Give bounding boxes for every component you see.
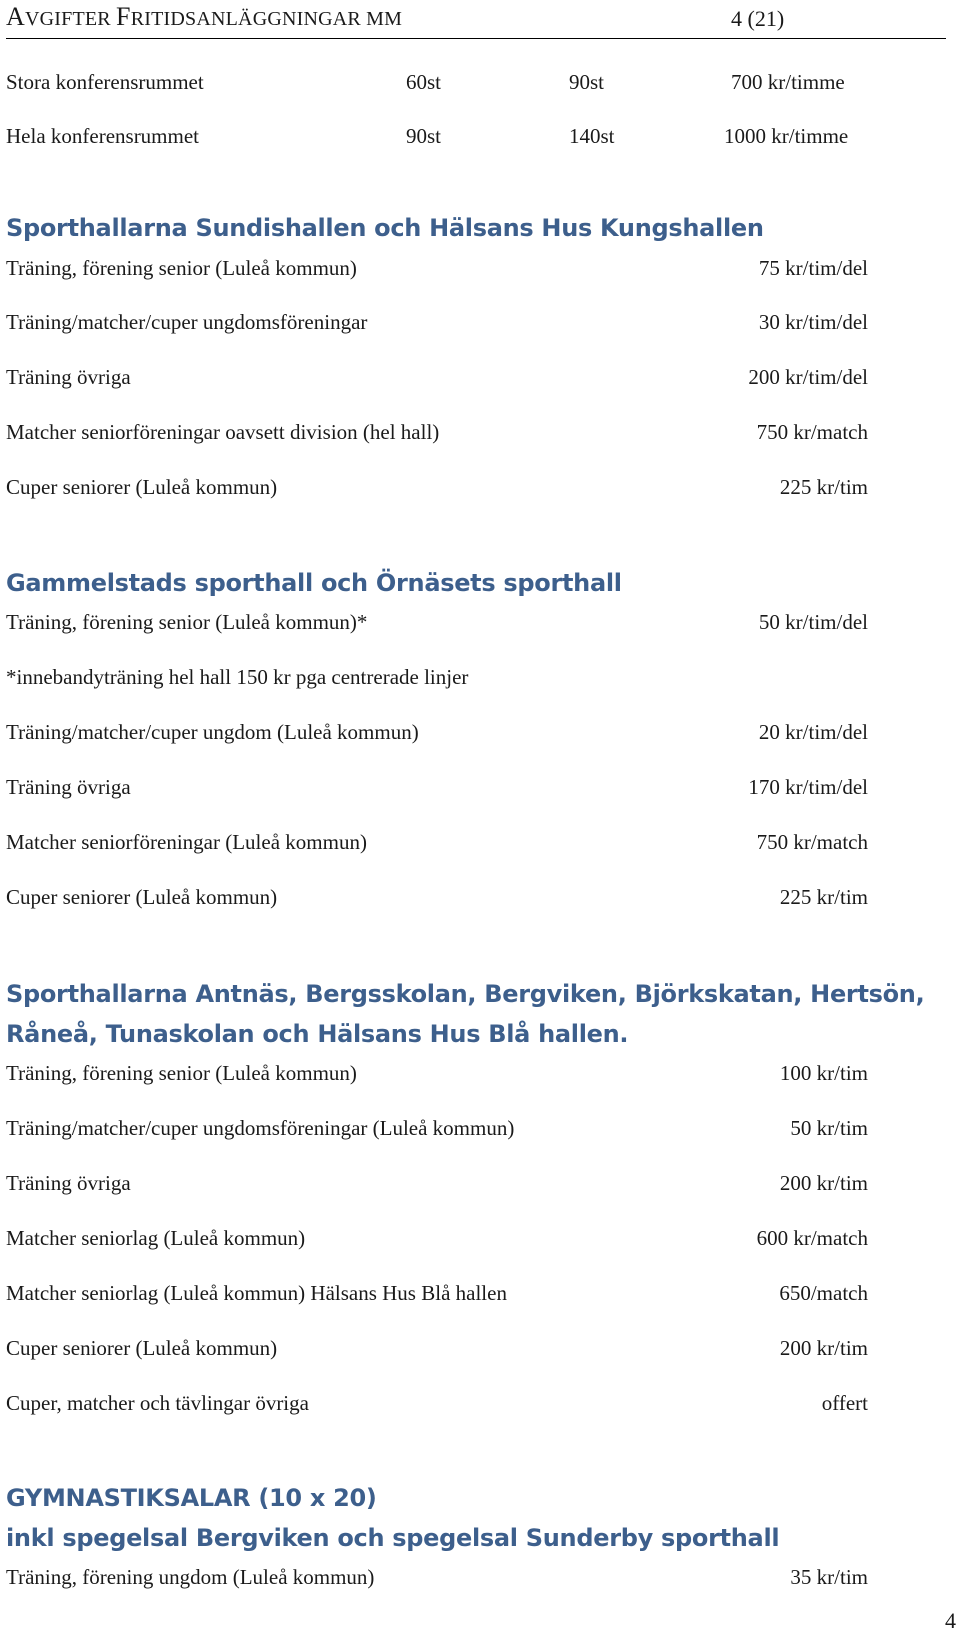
row-label: Träning, förening senior (Luleå kommun)* [6, 610, 368, 634]
row-label: Träning övriga [6, 775, 131, 799]
price-value: 750 kr/match [756, 830, 868, 854]
row-label: Matcher seniorlag (Luleå kommun) [6, 1226, 306, 1250]
title-initial-b: F [116, 2, 131, 31]
page-number: 4 [945, 1608, 956, 1633]
section-heading: Gammelstads sporthall och Örnäsets sporthall [6, 569, 622, 597]
price-value: 750 kr/match [756, 420, 868, 444]
row-label: Cuper seniorer (Luleå kommun) [6, 475, 278, 499]
price-value: 75 kr/tim/del [758, 256, 868, 280]
title-smallcaps-b: RITIDSANLÄGGNINGAR MM [130, 8, 403, 30]
price-value: 225 kr/tim [779, 885, 868, 909]
capacity-value: 90st [569, 70, 605, 94]
row-label: Träning, förening senior (Luleå kommun) [6, 256, 357, 280]
capacity-value: 90st [406, 124, 442, 148]
price-value: 100 kr/tim [779, 1061, 868, 1085]
row-label: Matcher seniorföreningar oavsett division (hel hall) [6, 420, 440, 444]
footnote-text: *innebandyträning hel hall 150 kr pga centrerade linjer [6, 665, 469, 689]
row-label: Träning/matcher/cuper ungdomsföreningar (Luleå kommun) [6, 1116, 515, 1140]
row-label: Stora konferensrummet [6, 70, 204, 94]
page-reference: 4 (21) [731, 6, 785, 31]
row-label: Träning/matcher/cuper ungdom (Luleå kommun) [6, 720, 419, 744]
price-value: offert [821, 1391, 868, 1415]
capacity-value: 60st [406, 70, 442, 94]
price-value: 225 kr/tim [779, 475, 868, 499]
price-value: 1000 kr/timme [724, 124, 849, 148]
section-heading-continued: Råneå, Tunaskolan och Hälsans Hus Blå hallen. [6, 1020, 629, 1048]
price-value: 200 kr/tim/del [748, 365, 868, 389]
price-value: 700 kr/timme [731, 70, 845, 94]
row-label: Träning, förening ungdom (Luleå kommun) [6, 1565, 375, 1589]
page-header [6, 0, 946, 39]
section-heading-continued: inkl spegelsal Bergviken och spegelsal Sunderby sporthall [6, 1524, 780, 1552]
price-value: 200 kr/tim [779, 1171, 868, 1195]
price-value: 30 kr/tim/del [758, 310, 868, 334]
row-label: Cuper seniorer (Luleå kommun) [6, 885, 278, 909]
section-heading: Sporthallarna Antnäs, Bergsskolan, Bergviken, Björkskatan, Hertsön, [6, 980, 925, 1008]
row-label: Hela konferensrummet [6, 124, 200, 148]
price-value: 600 kr/match [756, 1226, 868, 1250]
row-label: Matcher seniorföreningar (Luleå kommun) [6, 830, 367, 854]
price-value: 170 kr/tim/del [748, 775, 868, 799]
row-label: Matcher seniorlag (Luleå kommun) Hälsans Hus Blå hallen [6, 1281, 507, 1305]
row-label: Cuper, matcher och tävlingar övriga [6, 1391, 309, 1415]
row-label: Träning övriga [6, 365, 131, 389]
section-heading: GYMNASTIKSALAR (10 x 20) [6, 1484, 377, 1512]
capacity-value: 140st [569, 124, 615, 148]
document-title [6, 2, 402, 32]
title-initial-a: A [6, 2, 25, 31]
price-value: 35 kr/tim [790, 1565, 868, 1589]
row-label: Cuper seniorer (Luleå kommun) [6, 1336, 278, 1360]
row-label: Träning, förening senior (Luleå kommun) [6, 1061, 357, 1085]
price-value: 650/match [779, 1281, 868, 1305]
price-value: 20 kr/tim/del [758, 720, 868, 744]
title-smallcaps-a: VGIFTER [24, 8, 117, 30]
row-label: Träning övriga [6, 1171, 131, 1195]
section-heading: Sporthallarna Sundishallen och Hälsans Hus Kungshallen [6, 214, 764, 242]
price-value: 200 kr/tim [779, 1336, 868, 1360]
price-value: 50 kr/tim/del [758, 610, 868, 634]
price-value: 50 kr/tim [790, 1116, 868, 1140]
row-label: Träning/matcher/cuper ungdomsföreningar [6, 310, 368, 334]
